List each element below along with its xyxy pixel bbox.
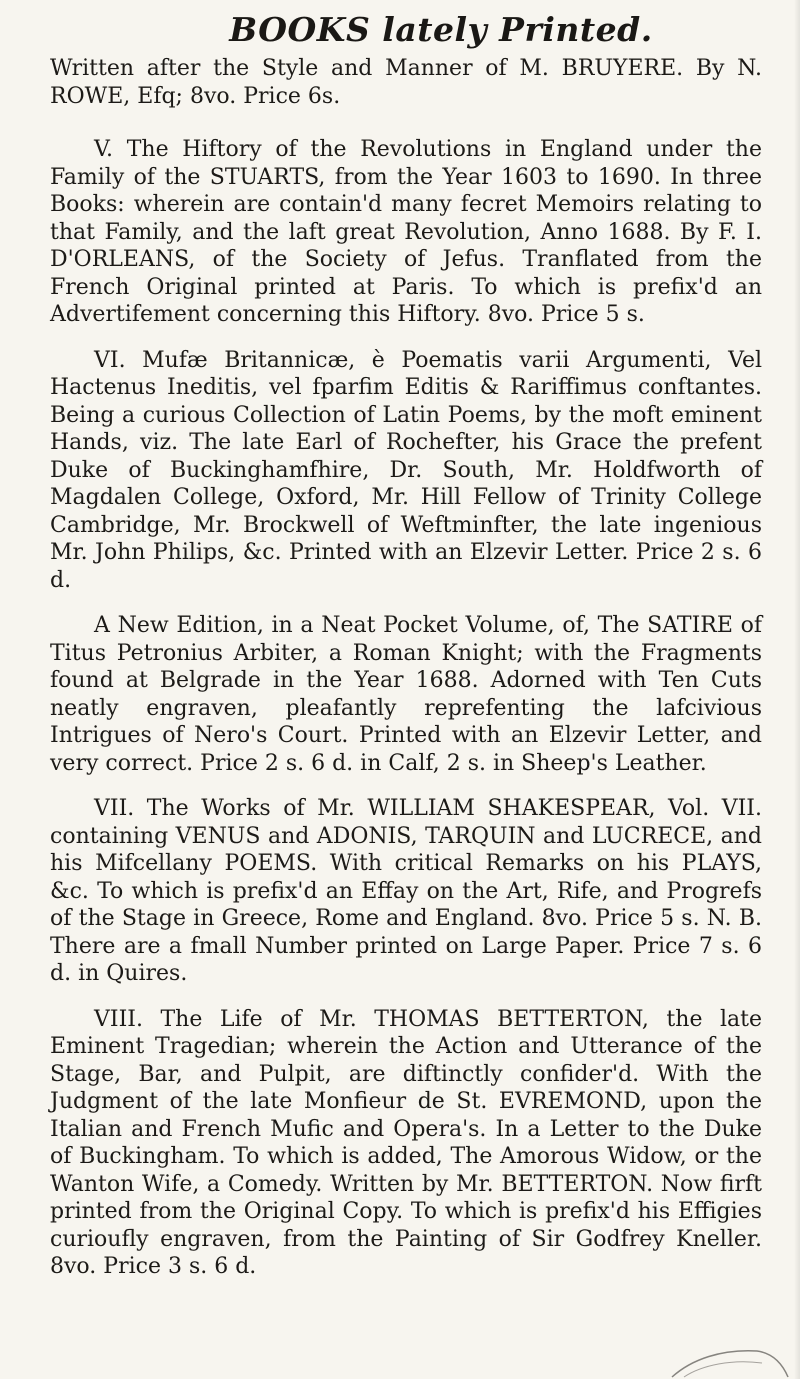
entry-viii-betterton-life (50, 1006, 762, 1281)
entry-text: VI. Mufæ Britannicæ, è Poematis varii Argumenti, Vel Hactenus Ineditis, vel fparfim Editis & Rariffimus conftantes. Being a curious Collection of Latin Poems, by the moft eminent Hands, viz. The late Earl of Rochefter, his Grace the prefent Duke of Buckinghamfhire, Dr. South, Mr. Holdfworth of Magdalen College, Oxford, Mr. Hill Fellow of Trinity College Cambridge, Mr. Brockwell of Weftminfter, the late ingenious Mr. John Philips, &c. Printed with an Elzevir Letter. Price 2 s. 6 d. (50, 347, 762, 593)
entry-text: V. The Hiftory of the Revolutions in England under the Family of the STUARTS, from the Year 1603 to 1690. In three Books: wherein are contain'd many fecret Memoirs relating to that Family, and the laft great Revolution, Anno 1688. By F. I. D'ORLEANS, of the Society of Jefus. Tranflated from the French Original printed at Paris. To which is prefix'd an Advertifement concerning this Hiftory. 8vo. Price 5 s. (50, 137, 762, 327)
ink-smudge (662, 1339, 792, 1379)
entry-vi-musae-britannicae (50, 347, 762, 595)
entry-text: VIII. The Life of Mr. THOMAS BETTERTON, the late Eminent Tragedian; wherein the Action and Utterance of the Stage, Bar, and Pulpit, are diftinctly confider'd. With the Judgment of the late Monfieur de St. EVREMOND, upon the Italian and French Mufic and Opera's. In a Letter to the Duke of Buckingham. To which is added, The Amorous Widow, or the Wanton Wife, a Comedy. Written by Mr. BETTERTON. Now firft printed from the Original Copy. To which is prefix'd his Effigies curioufly engraven, from the Painting of Sir Godfrey Kneller. 8vo. Price 3 s. 6 d. (50, 1006, 762, 1279)
entry-vii-shakespear-works (50, 795, 762, 988)
entry-petronius-satire (50, 612, 762, 777)
entry-text: A New Edition, in a Neat Pocket Volume, of, The SATIRE of Titus Petronius Arbiter, a Roman Knight; with the Fragments found at Belgrade in the Year 1688. Adorned with Ten Cuts neatly engraven, pleafantly reprefenting the lafcivious Intrigues of Nero's Court. Printed with an Elzevir Letter, and very correct. Price 2 s. 6 d. in Calf, 2 s. in Sheep's Leather. (50, 613, 762, 776)
entry-v-stuarts-revolutions (50, 136, 762, 329)
entry-text: Written after the Style and Manner of M. BRUYERE. By N. ROWE, Efq; 8vo. Price 6s. (50, 56, 762, 109)
page-edge-shadow (794, 0, 800, 1379)
entry-text: VII. The Works of Mr. WILLIAM SHAKESPEAR, Vol. VII. containing VENUS and ADONIS, TARQUIN and LUCRECE, and his Mifcellany POEMS. With critical Remarks on his PLAYS, &c. To which is prefix'd an Effay on the Art, Rife, and Progrefs of the Stage in Greece, Rome and England. 8vo. Price 5 s. N. B. There are a fmall Number printed on Large Paper. Price 7 s. 6 d. in Quires. (50, 796, 762, 986)
page-heading: BOOKS lately Printed. (229, 10, 653, 49)
entry-intro (50, 55, 762, 110)
